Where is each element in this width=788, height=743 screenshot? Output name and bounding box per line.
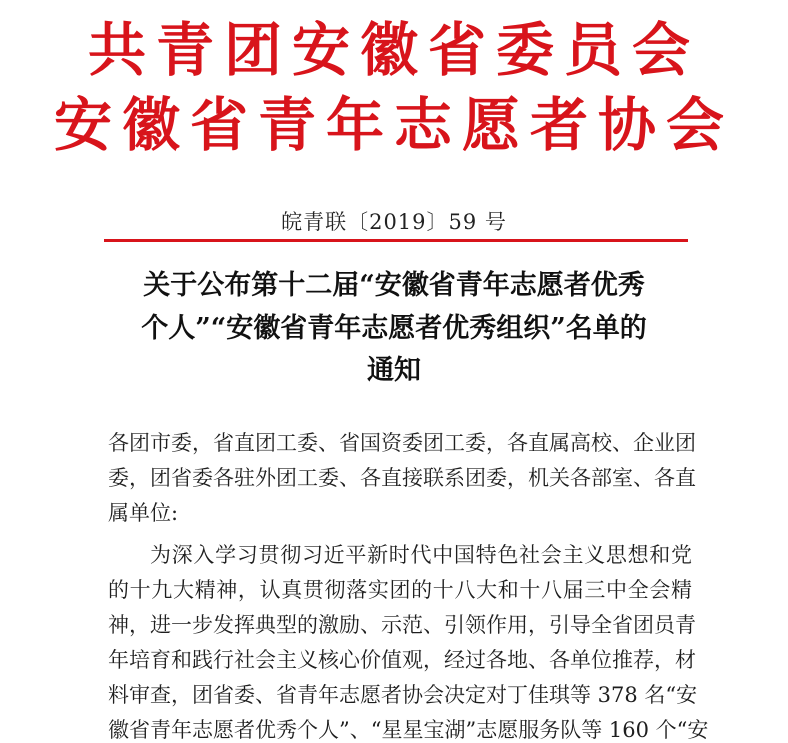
document-number: 皖青联〔2019〕59 号	[281, 210, 507, 234]
addressee-line-1: 各团市委，省直团工委、省国资委团工委，各直属高校、企业团	[108, 431, 696, 455]
paragraph-line-5: 料审查，团省委、省青年志愿者协会决定对丁佳琪等 378 名“安	[108, 683, 698, 707]
paragraph-line-3: 神，进一步发挥典型的激励、示范、引领作用，引导全省团员青	[108, 613, 696, 637]
title-line-3: 通知	[367, 355, 421, 386]
red-divider-line	[104, 239, 688, 242]
addressee-line-3: 属单位:	[108, 501, 179, 525]
paragraph-line-2: 的十九大精神，认真贯彻落实团的十八大和十八届三中全会精	[108, 578, 692, 602]
title-line-2: 个人”“安徽省青年志愿者优秀组织”名单的	[141, 313, 647, 344]
title-line-1: 关于公布第十二届“安徽省青年志愿者优秀	[143, 270, 645, 301]
letterhead-org-line-1: 共青团安徽省委员会	[87, 16, 700, 84]
letterhead-org-line-2: 安徽省青年志愿者协会	[53, 91, 734, 159]
paragraph-line-6: 徽省青年志愿者优秀个人”、“星星宝湖”志愿服务队等 160 个“安	[108, 718, 709, 742]
paragraph-line-1: 为深入学习贯彻习近平新时代中国特色社会主义思想和党	[150, 543, 692, 567]
paragraph-line-4: 年培育和践行社会主义核心价值观，经过各地、各单位推荐，材	[108, 648, 696, 672]
addressee-line-2: 委，团省委各驻外团工委、各直接联系团委，机关各部室、各直	[108, 466, 696, 490]
